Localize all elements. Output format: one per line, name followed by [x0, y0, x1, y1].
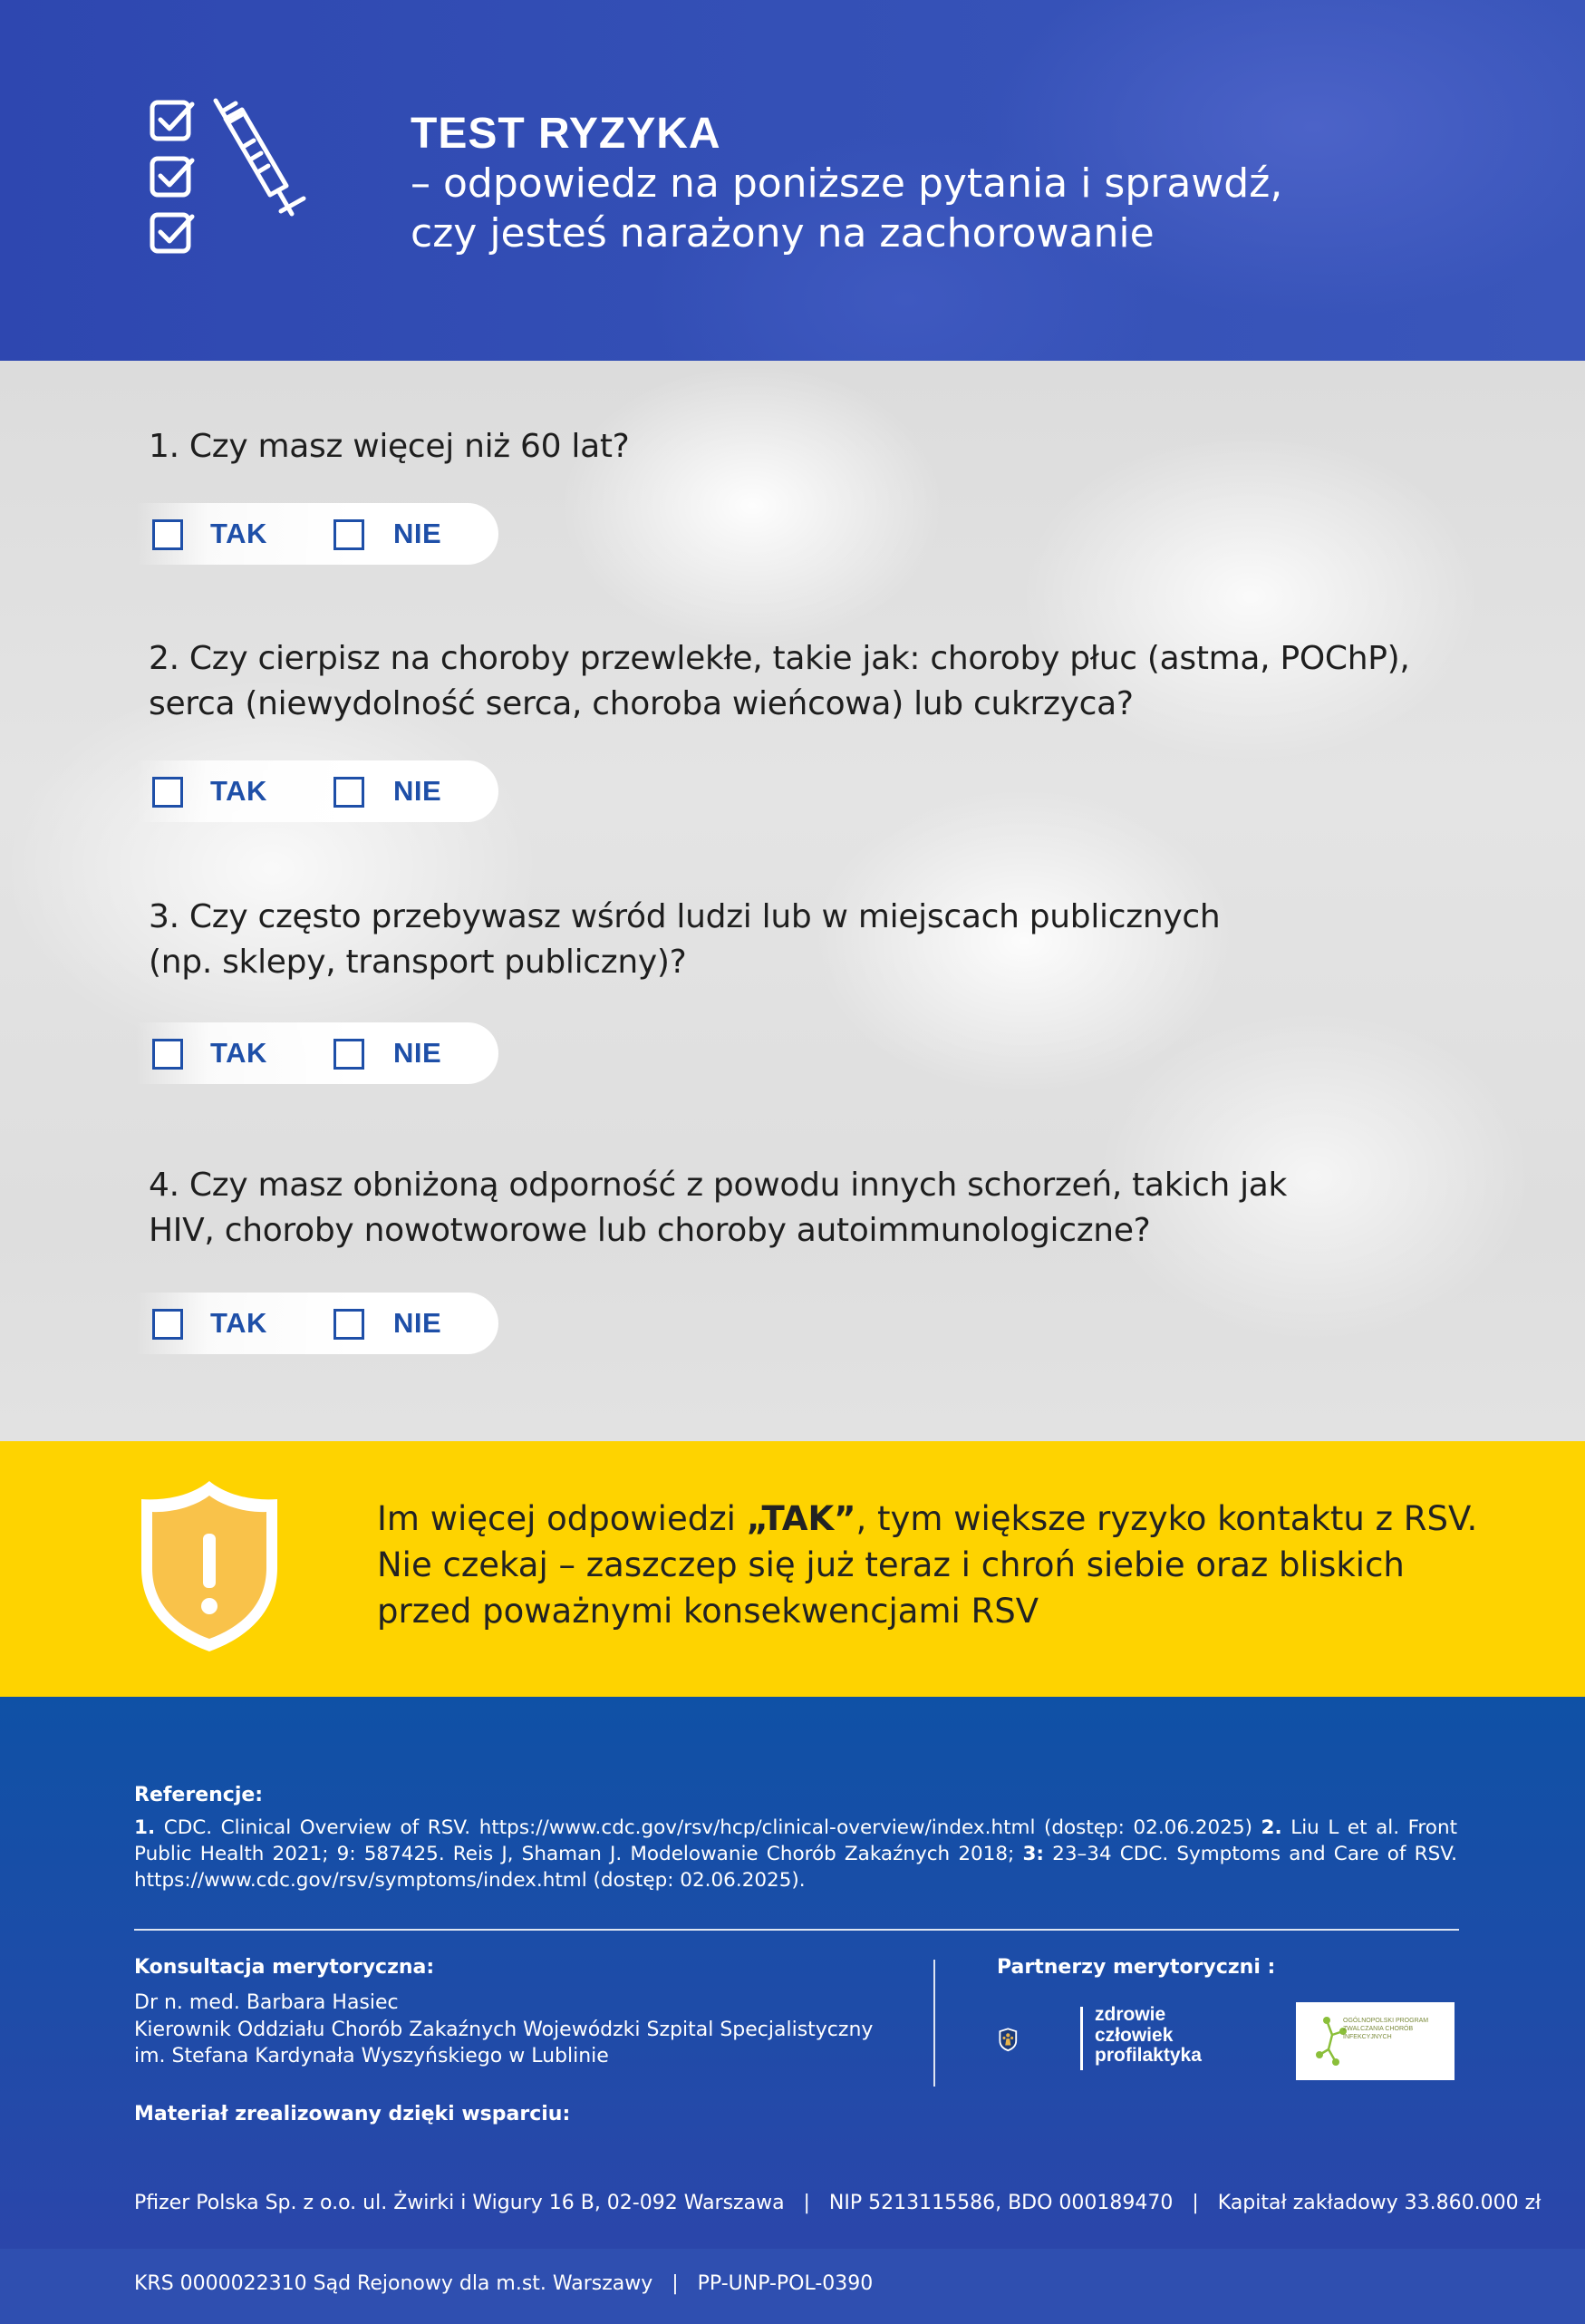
answer-row-2: [136, 760, 498, 822]
answer-row-3: [136, 1022, 498, 1084]
support-label: Materiał zrealizowany dzięki wsparciu:: [134, 2103, 571, 2125]
zcp-logo-text: zdrowie człowiek profilaktyka: [1095, 2004, 1202, 2066]
label-nie-4: NIE: [393, 1307, 442, 1339]
question-4: 4. Czy masz obniżoną odporność z powodu innych schorzeń, takich jak HIV, choroby nowotworowe lub choroby autoimmunologiczne?: [149, 1167, 1288, 1249]
label-tak-4: TAK: [210, 1307, 267, 1339]
question-3: 3. Czy często przebywasz wśród ludzi lub w miejscach publicznych (np. sklepy, transport publiczny)?: [149, 898, 1221, 981]
zcp-logo-icon: [997, 1999, 1069, 2080]
checkbox-nie-4[interactable]: [333, 1309, 364, 1340]
label-tak-3: TAK: [210, 1037, 267, 1069]
page-subtitle-line2: czy jesteś narażony na zachorowanie: [411, 210, 1155, 257]
checkbox-tak-1[interactable]: [152, 519, 183, 550]
banner-line1: Im więcej odpowiedzi „TAK”, tym większe ryzyko kontaktu z RSV.: [377, 1499, 1478, 1538]
answer-row-4: [136, 1293, 498, 1354]
banner-line2: Nie czekaj – zaszczep się już teraz i chroń siebie oraz bliskich: [377, 1545, 1405, 1584]
footer-vertical-divider: [933, 1960, 935, 2087]
references-text: 1. CDC. Clinical Overview of RSV. https://www.cdc.gov/rsv/hcp/clinical-overview/index.html (dostęp: 02.06.2025) 2. Liu L et al. Front Public Health 2021; 9: 587425. Reis J, Shaman J. Modelowanie Chorób Zakaźnych 2018; 3: 23–34 CDC. Symptoms and Care of RSV. https://www.cdc.gov/rsv/symptoms/index.html (dostęp: 02.06.2025).: [134, 1816, 1458, 1892]
label-tak-2: TAK: [210, 775, 267, 807]
checkbox-tak-4[interactable]: [152, 1309, 183, 1340]
program-logo-text: OGÓLNOPOLSKI PROGRAM ZWALCZANIA CHORÓB INFEKCYJNYCH: [1343, 2018, 1429, 2040]
checklist-syringe-icon: [145, 95, 326, 276]
page-subtitle-line1: – odpowiedz na poniższe pytania i sprawdź,: [411, 160, 1283, 207]
risk-banner: [0, 1441, 1585, 1697]
page-title: TEST RYZYKA: [411, 110, 721, 158]
program-logo: [1296, 2002, 1455, 2080]
label-nie-2: NIE: [393, 775, 442, 807]
question-2: 2. Czy cierpisz na choroby przewlekłe, takie jak: choroby płuc (astma, POChP), serca (niewydolność serca, choroba wieńcowa) lub cukrzyca?: [149, 640, 1410, 722]
banner-line3: przed poważnymi konsekwencjami RSV: [377, 1592, 1039, 1631]
banner-text: [377, 1496, 1477, 1634]
label-nie-3: NIE: [393, 1037, 442, 1069]
warning-shield-icon: [136, 1477, 283, 1655]
checkbox-tak-3[interactable]: [152, 1039, 183, 1070]
checkbox-nie-1[interactable]: [333, 519, 364, 550]
zcp-logo-divider: [1080, 2007, 1083, 2070]
question-1: 1. Czy masz więcej niż 60 lat?: [149, 428, 630, 465]
answer-row-1: [136, 503, 498, 565]
label-tak-1: TAK: [210, 518, 267, 549]
questions-section: [0, 361, 1585, 1441]
program-logo-icon: [1296, 2002, 1455, 2080]
syringe-icon: [216, 101, 304, 214]
header-band: [0, 0, 1585, 361]
support-text: Pfizer Polska Sp. z o.o. ul. Żwirki i Wigury 16 B, 02-092 Warszawa | NIP 5213115586, BDO 000189470 | Kapitał zakładowy 33.860.000 zł KRS 0000022310 Sąd Rejonowy dla m.st. Warszawy | PP-UNP-POL-0390: [134, 2192, 1542, 2295]
checkbox-nie-2[interactable]: [333, 777, 364, 808]
partners-label: Partnerzy merytoryczni :: [997, 1956, 1276, 1979]
footer-divider: [134, 1929, 1459, 1931]
checkbox-tak-2[interactable]: [152, 777, 183, 808]
checkbox-nie-3[interactable]: [333, 1039, 364, 1070]
references-title: Referencje:: [134, 1784, 264, 1806]
label-nie-1: NIE: [393, 518, 442, 549]
consultation-text: Dr n. med. Barbara Hasiec Kierownik Oddziału Chorób Zakaźnych Wojewódzki Szpital Specjalistyczny im. Stefana Kardynała Wyszyńskiego w Lublinie: [134, 1991, 874, 2067]
consultation-label: Konsultacja merytoryczna:: [134, 1956, 435, 1979]
